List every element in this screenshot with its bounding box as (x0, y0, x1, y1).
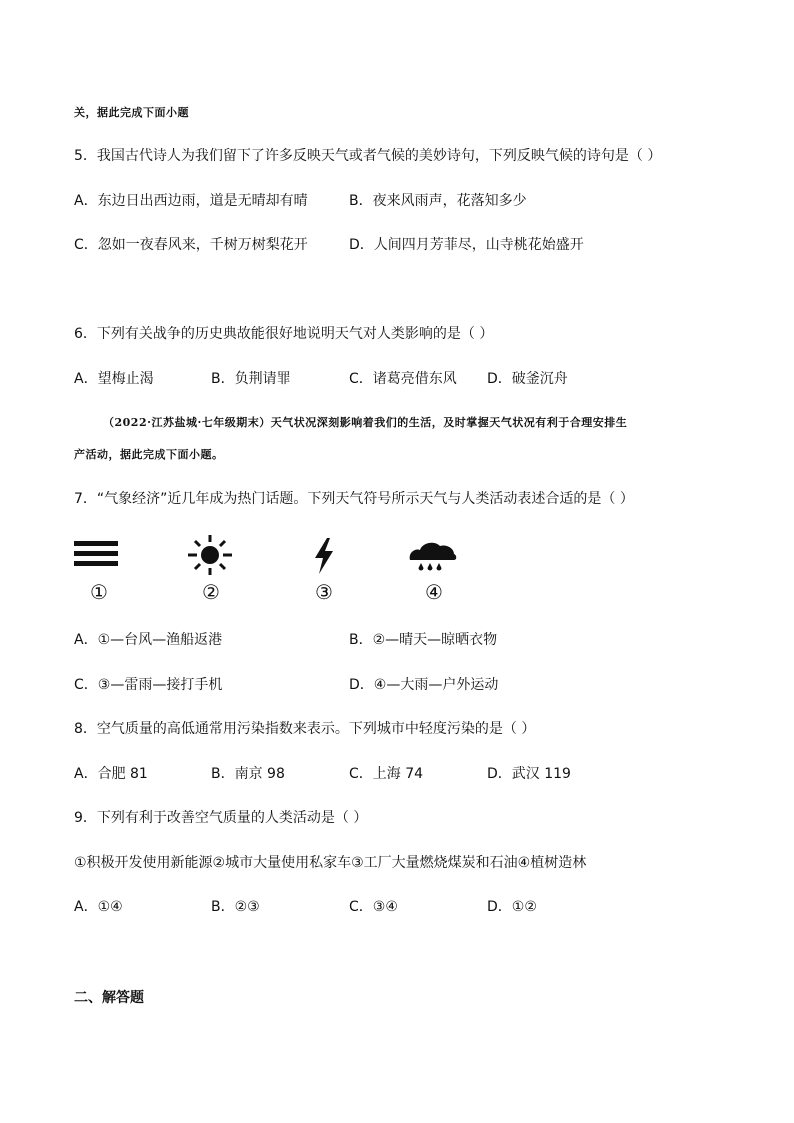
q6-option-b: B．负荆请罪 (211, 371, 291, 387)
q8-option-b: B．南京 98 (211, 766, 285, 782)
sun-icon (186, 535, 234, 575)
fog-icon (74, 540, 118, 568)
symbol-label-3: ③ (315, 580, 333, 604)
question-5-stem: 5．我国古代诗人为我们留下了许多反映天气或者气候的美妙诗句，下列反映气候的诗句是（ ） (74, 148, 662, 164)
question-7-stem: 7．“气象经济”近几年成为热门话题。下列天气符号所示天气与人类活动表述合适的是（ ） (74, 491, 634, 507)
q6-option-a: A．望梅止渴 (74, 371, 154, 387)
q7-option-a: A．①—台风—渔船返港 (74, 632, 223, 648)
q5-option-b: B．夜来风雨声，花落知多少 (349, 193, 527, 209)
symbol-label-4: ④ (425, 580, 443, 604)
q5-option-a: A．东边日出西边雨，道是无晴却有晴 (74, 193, 308, 209)
symbol-label-1: ① (90, 580, 108, 604)
section-heading: 二、解答题 (74, 990, 144, 1006)
question-6-stem: 6．下列有关战争的历史典故能很好地说明天气对人类影响的是（ ） (74, 326, 494, 342)
q8-option-c: C．上海 74 (349, 766, 424, 782)
lightning-icon (312, 538, 336, 574)
question-8-stem: 8．空气质量的高低通常用污染指数来表示。下列城市中轻度污染的是（ ） (74, 721, 536, 737)
intro-tail: 关，据此完成下面小题 (74, 106, 189, 119)
q9-list: ①积极开发使用新能源②城市大量使用私家车③工厂大量燃烧煤炭和石油④植树造林 (74, 855, 587, 871)
q6-option-d: D．破釜沉舟 (487, 371, 568, 387)
passage-line-2: 产活动，据此完成下面小题。 (74, 448, 224, 461)
q7-option-d: D．④—大雨—户外运动 (349, 677, 499, 693)
question-9-stem: 9．下列有利于改善空气质量的人类活动是（ ） (74, 810, 368, 826)
q8-option-a: A．合肥 81 (74, 766, 148, 782)
q9-option-b: B．②③ (211, 899, 260, 915)
q6-option-c: C．诸葛亮借东风 (349, 371, 457, 387)
passage-line-1: （2022·江苏盐城·七年级期末）天气状况深刻影响着我们的生活，及时掌握天气状况有利于合理安排生 (103, 416, 628, 429)
q9-option-c: C．③④ (349, 899, 398, 915)
q8-option-d: D．武汉 119 (487, 766, 571, 782)
q7-option-c: C．③—雷雨—接打手机 (74, 677, 223, 693)
symbol-label-2: ② (202, 580, 220, 604)
q9-option-d: D．①② (487, 899, 537, 915)
q9-option-a: A．①④ (74, 899, 123, 915)
q7-option-b: B．②—晴天—晾晒衣物 (349, 632, 498, 648)
q5-option-c: C．忽如一夜春风来，千树万树梨花开 (74, 237, 308, 253)
q5-option-d: D．人间四月芳菲尽，山寺桃花始盛开 (349, 237, 584, 253)
heavy-rain-icon (406, 540, 458, 574)
